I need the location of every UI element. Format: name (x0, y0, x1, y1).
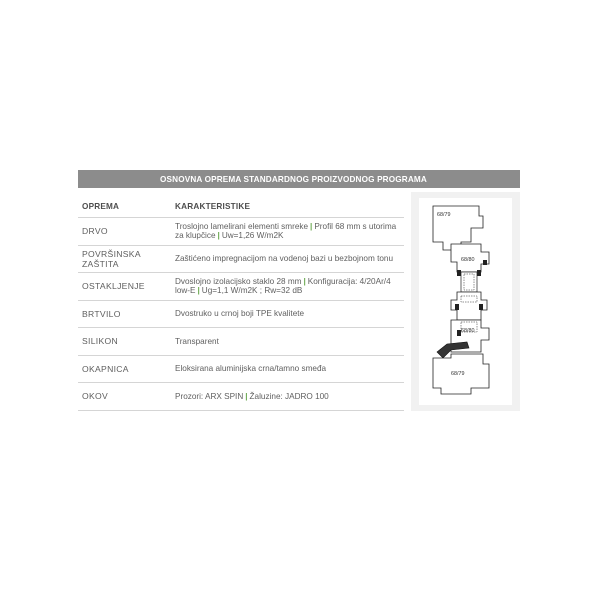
row-label: POVRŠINSKA ZAŠTITA (82, 248, 141, 269)
profile-label-1: 68/79 (437, 212, 451, 218)
profile-label-2: 68/80 (461, 257, 475, 263)
row-characteristics (175, 222, 404, 241)
characteristic-text: Troslojno lamelirani elementi smreke (175, 221, 309, 231)
row-label: DRVO (82, 226, 108, 237)
row-label: OKOV (82, 391, 109, 402)
section-title: OSNOVNA OPREMA STANDARDNOG PROIZVODNOG PROGRAMA (160, 174, 427, 184)
characteristic-text: Zaštićeno impregnacijom na vodenoj bazi u bezbojnom tonu (175, 254, 394, 263)
table-row (78, 383, 404, 411)
gasket-top-left (457, 270, 461, 276)
table-row (78, 273, 404, 301)
characteristic-text: Uw=1,26 W/m2K (221, 231, 284, 241)
characteristic-text: Eloksirana aluminijska crna/tamno smeđa (175, 364, 327, 373)
characteristic-text: Dvostruko u crnoj boji TPE kvalitete (175, 309, 305, 318)
row-label: BRTVILO (82, 308, 121, 319)
column-header-karakteristike: KARAKTERISTIKE (175, 201, 251, 211)
profile-label-3: 68/80 (461, 328, 475, 334)
characteristic-text: Ug=1,1 W/m2K ; Rw=32 dB (201, 286, 303, 296)
gasket-top-right (477, 270, 481, 276)
table-row (78, 356, 404, 384)
gasket-top-outer (483, 260, 487, 265)
row-characteristics (175, 337, 404, 347)
characteristic-text: Dvoslojno izolacijsko staklo 28 mm (175, 276, 302, 286)
specification-table (78, 195, 404, 411)
separator-bar: | (245, 391, 248, 401)
profile-label-4: 68/79 (451, 371, 465, 377)
table-row (78, 328, 404, 356)
table-row (78, 218, 404, 246)
window-profile-diagram (411, 192, 520, 411)
table-header-row (78, 195, 404, 218)
profile-drawing (411, 192, 520, 411)
row-characteristics (175, 277, 404, 296)
separator-bar: | (217, 231, 220, 241)
row-characteristics (175, 364, 404, 374)
glazing-top (461, 272, 477, 292)
table-row (78, 301, 404, 329)
separator-bar: | (197, 286, 200, 296)
row-label: OKAPNICA (82, 363, 129, 374)
row-label: OSTAKLJENJE (82, 281, 145, 292)
gasket-mid-right (479, 304, 483, 310)
table-row (78, 246, 404, 274)
row-characteristics (175, 254, 404, 264)
row-label: SILIKON (82, 336, 119, 347)
characteristic-text: Profil 68 mm s utorima za klupčice (175, 221, 397, 241)
separator-bar: | (310, 221, 313, 231)
row-characteristics (175, 392, 404, 402)
gasket-mid-left (455, 304, 459, 310)
characteristic-text: Žaluzine: JADRO 100 (249, 391, 329, 401)
row-characteristics (175, 309, 404, 319)
column-header-oprema: OPREMA (82, 201, 120, 211)
table-body (78, 218, 404, 411)
characteristic-text: Prozori: ARX SPIN (175, 391, 244, 401)
section-header (78, 170, 520, 188)
characteristic-text: Transparent (175, 336, 219, 346)
separator-bar: | (303, 276, 306, 286)
characteristic-text: Konfiguracija: 4/20Ar/4 low-E (175, 276, 391, 296)
